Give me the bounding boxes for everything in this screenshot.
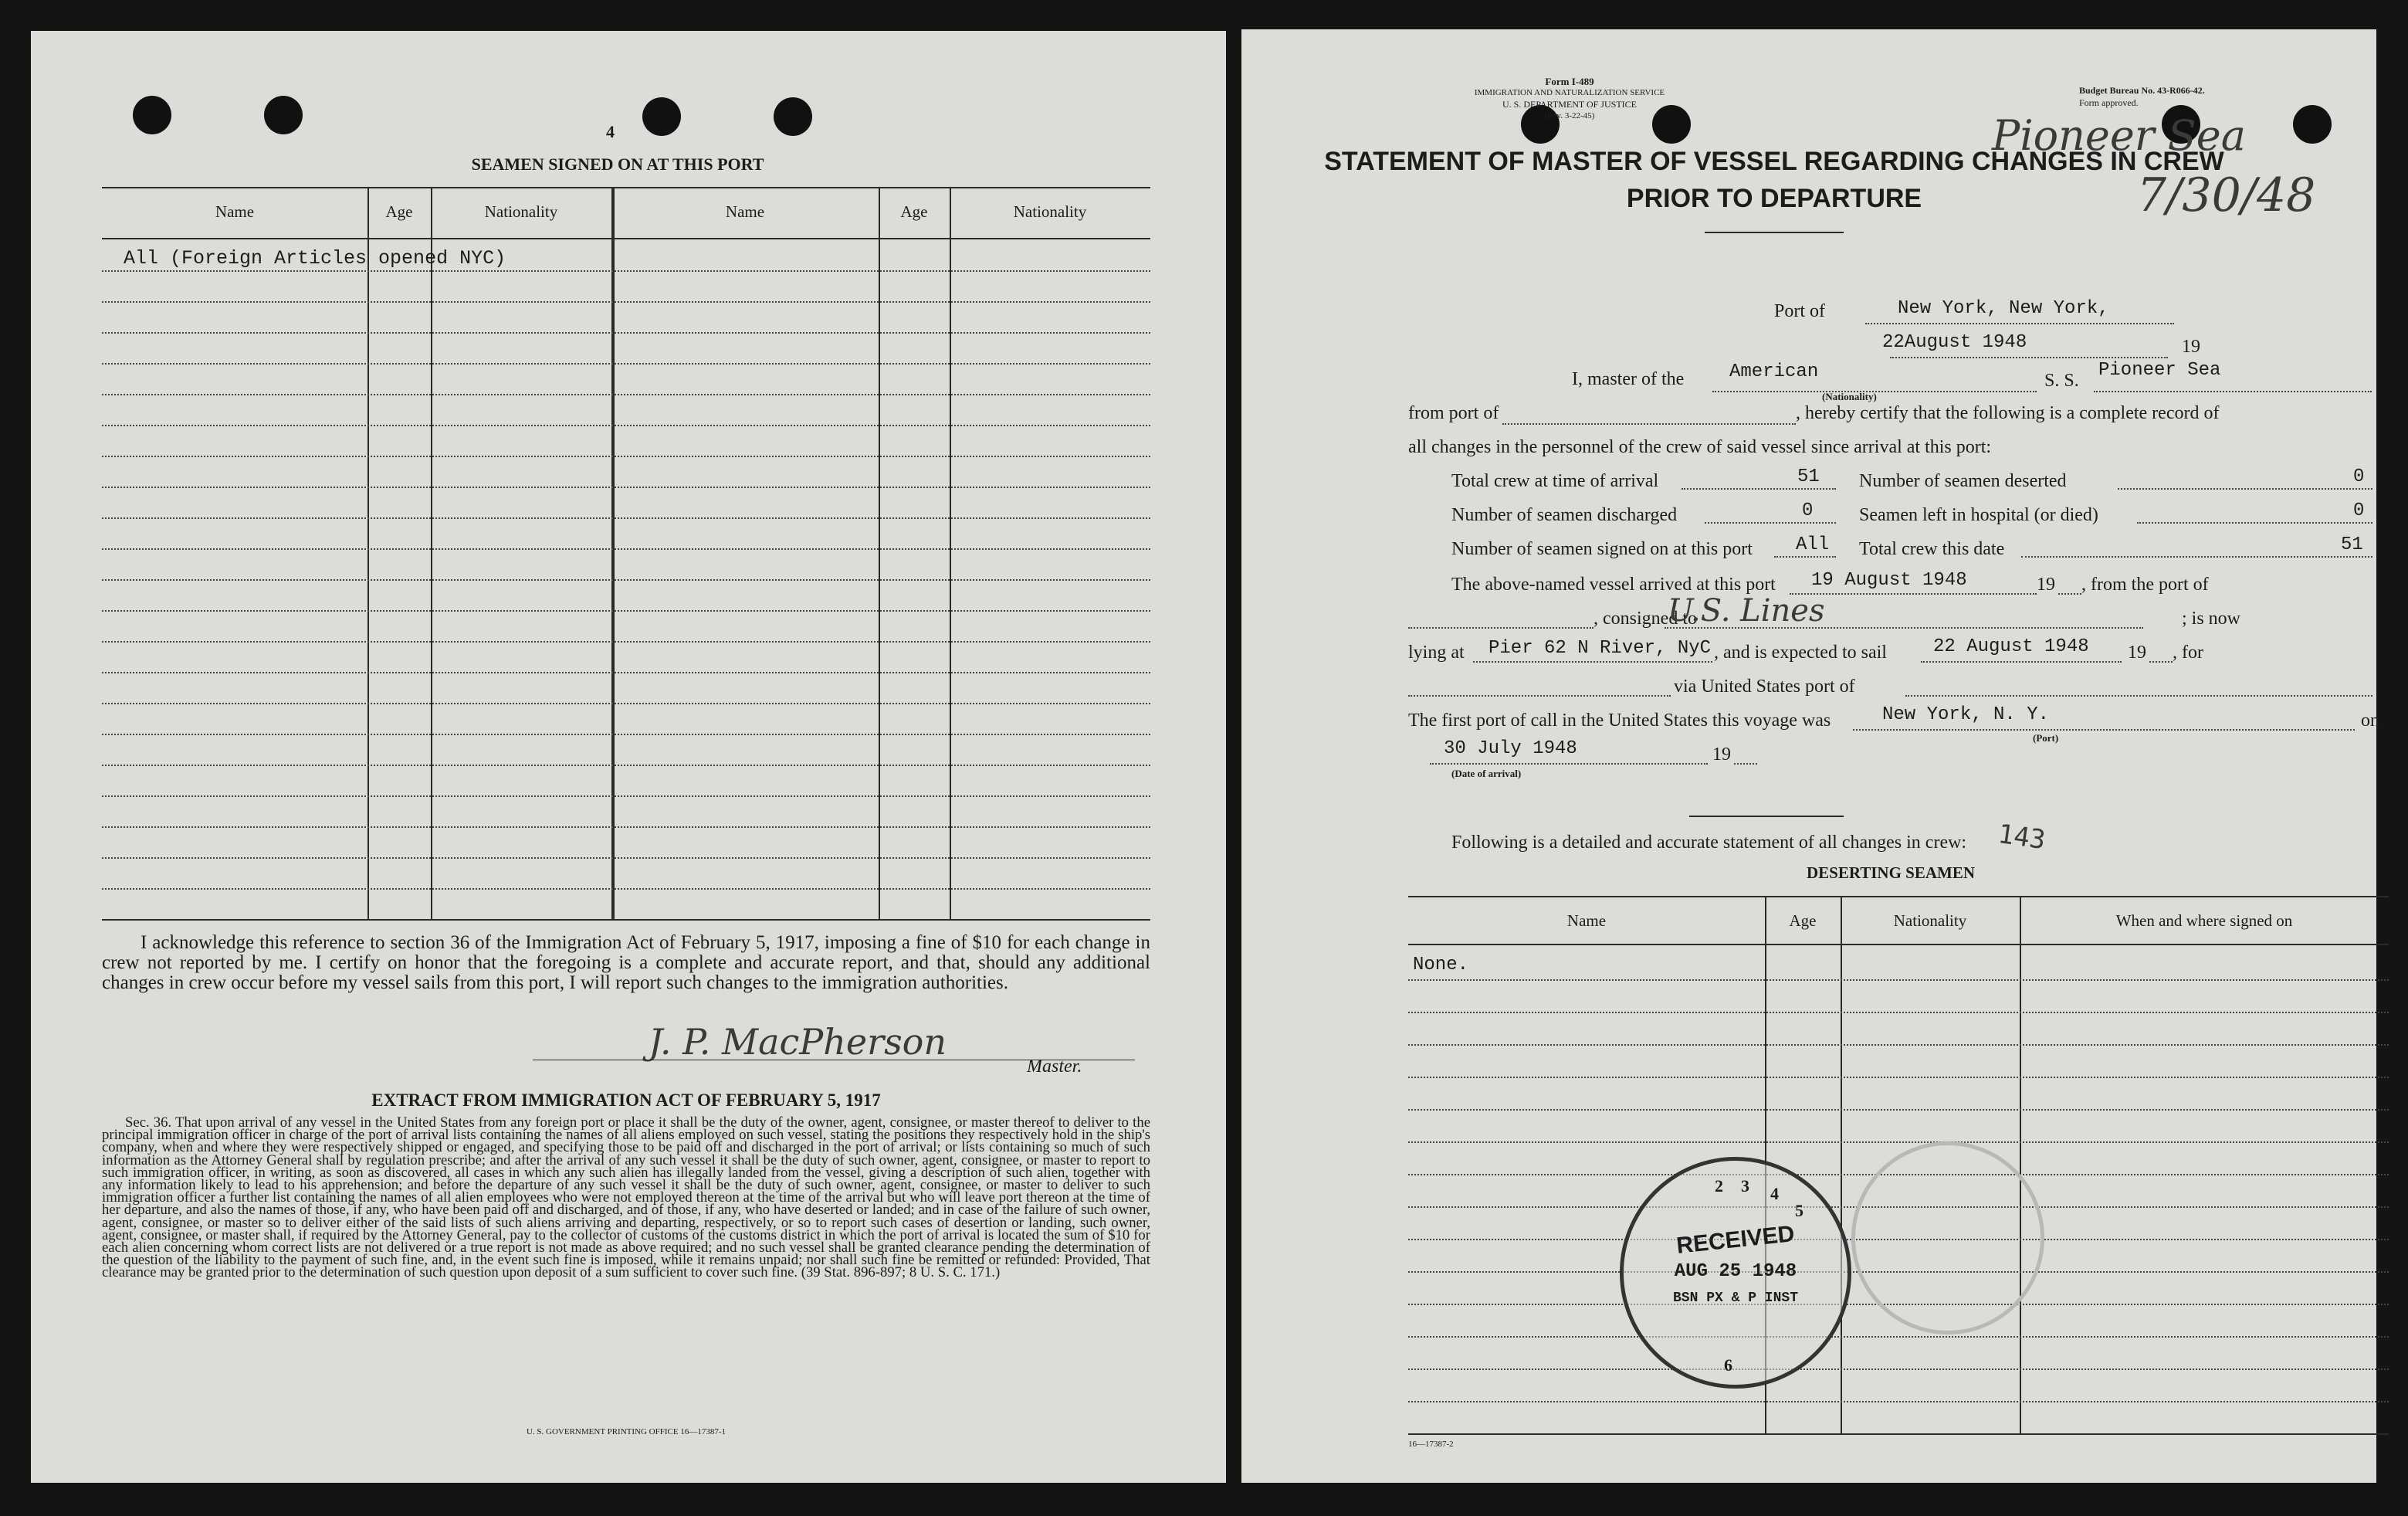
- deserting-title: DESERTING SEAMEN: [1806, 863, 1976, 882]
- printer-imprint: U. S. GOVERNMENT PRINTING OFFICE 16—17387-1: [526, 1427, 726, 1436]
- port-value: New York, New York,: [1898, 298, 2109, 319]
- punch-hole-icon: [2293, 105, 2332, 144]
- form-approved: Form approved.: [2079, 97, 2139, 108]
- stamp-received-text: RECEIVED: [1675, 1221, 1796, 1259]
- table-entry: None.: [1413, 955, 1469, 975]
- col-header-nationality: Nationality: [1013, 202, 1087, 221]
- year-prefix: 19: [2182, 337, 2200, 357]
- acknowledgment-text: I acknowledge this reference to section 36 of the Immigration Act of February 5, 1917, imposing a fine of $10 for each change in crew not reported by me. I certify on honor that the foregoing is a complete and accurate report, and that, should any additional changes in crew occur before my vessel sails from this port, I will report such changes to the immigration authorities.: [102, 932, 1150, 993]
- revision-date: (Rev. 3-22-45): [1544, 111, 1595, 120]
- date-value: 22August 1948: [1882, 332, 2027, 353]
- col-header-name: Name: [215, 202, 255, 221]
- col-header-name: Name: [1566, 911, 1607, 930]
- master-of-label: I, master of the: [1572, 369, 1685, 389]
- vessel-name: Pioneer Sea: [2098, 360, 2221, 381]
- handwritten-number: 143: [1996, 818, 2047, 856]
- master-label: Master.: [1027, 1056, 1082, 1077]
- stamp-office-text: BSN PX & P INST: [1672, 1290, 1799, 1306]
- left-page: [31, 31, 1226, 1483]
- nationality-caption: (Nationality): [1822, 391, 1877, 402]
- is-now-text: ; is now: [2182, 609, 2241, 629]
- printer-imprint: 16—17387-2: [1408, 1440, 1454, 1449]
- from-port-of-text: , from the port of: [2081, 575, 2209, 595]
- on-label: on: [2361, 711, 2379, 731]
- seamen-deserted-label: Number of seamen deserted: [1859, 471, 2067, 491]
- department-name: U. S. DEPARTMENT OF JUSTICE: [1502, 99, 1637, 110]
- date-arrival-caption: (Date of arrival): [1451, 768, 1522, 779]
- seamen-discharged-label: Number of seamen discharged: [1451, 505, 1678, 525]
- arrived-value: 19 August 1948: [1811, 570, 1967, 591]
- total-crew-arrival-label: Total crew at time of arrival: [1451, 471, 1659, 491]
- left-hospital-label: Seamen left in hospital (or died): [1859, 505, 2098, 525]
- sail-value: 22 August 1948: [1933, 636, 2089, 657]
- lying-at-label: lying at: [1408, 643, 1465, 663]
- extract-text: Sec. 36. That upon arrival of any vessel in the United States from any foreign port or place it shall be the duty of the owner, agent, consignee, or master thereof to deliver to the principal immigration officer in charge of the port of arrival lists containing the names of all aliens employed on such vessel, stating the positions they respectively hold in the ship's company, when and where they were respectively shipped or engaged, and specifying those to be paid off and discharged in the port of arrival; or lists containing so much of such information as the Attorney General shall by regulation prescribe; and after the arrival of any such vessel it shall be the duty of such owner, agent, consignee, or master to report to such immigration officer, in writing, as soon as discovered, all cases in which any such alien has illegally landed from the vessel, giving a description of such alien, together with any information likely to lead to his apprehension; and before the departure of any such vessel it shall be the duty of such owner, agent, consignee, or master to deliver to such immigration officer a further list containing the names of all alien employees who were not employed thereon at the time of the arrival but who will leave port thereon at the time of her departure, and also the names of those, if any, who have been paid off and discharged, and of those, if any, who have deserted or landed; and in case of the failure of such owner, agent, consignee, or master so to deliver either of the said lists of such aliens arriving and departing, respectively, or so to report such cases of desertion or landing, such owner, agent, consignee, or master shall, if required by the Attorney General, pay to the collector of customs of the customs district in which the port of arrival is located the sum of $10 for each alien concerning whom correct lists are not delivered or a true report is not made as above required; and no such vessel shall be granted clearance pending the determination of the question of the liability to the payment of such fine, and, in the event such fine is imposed, while it remains unpaid; nor shall such fine be remitted or refunded: Provided, That clearance may be granted prior to the determination of such question upon deposit of a sum sufficient to cover such fine. (39 Stat. 896-897; 8 U. S. C. 171.): [102, 1114, 1150, 1281]
- stamp-date-text: AUG 25 1948: [1674, 1261, 1797, 1282]
- stamp-digit: 5: [1795, 1201, 1803, 1220]
- lying-value: Pier 62 N River, NyC: [1488, 638, 1712, 659]
- signed-on-label: Number of seamen signed on at this port: [1451, 539, 1753, 559]
- section-title: SEAMEN SIGNED ON AT THIS PORT: [471, 154, 764, 174]
- col-header-nationality: Nationality: [1893, 911, 1967, 930]
- signed-on-value: All: [1796, 534, 1830, 555]
- consigned-value: U.S. Lines: [1668, 593, 1825, 629]
- first-port-label: The first port of call in the United States this voyage was: [1408, 711, 1831, 731]
- arrived-label: The above-named vessel arrived at this port: [1451, 575, 1776, 595]
- via-label: via United States port of: [1674, 677, 1855, 697]
- seamen-discharged: 0: [1802, 500, 1814, 521]
- all-changes-text: all changes in the personnel of the crew of said vessel since arrival at this port:: [1408, 437, 1992, 457]
- port-caption: (Port): [2033, 732, 2059, 744]
- year-prefix: 19: [2037, 575, 2055, 595]
- right-page: [1241, 29, 2379, 1483]
- punch-hole-icon: [774, 97, 812, 136]
- punch-hole-icon: [133, 96, 171, 134]
- stamp-digit: 3: [1741, 1176, 1749, 1196]
- first-port-value: New York, N. Y.: [1882, 704, 2050, 725]
- form-subtitle: PRIOR TO DEPARTURE: [1626, 184, 1922, 213]
- budget-bureau: Budget Bureau No. 43-R066-42.: [2079, 85, 2205, 96]
- seamen-deserted: 0: [2353, 466, 2365, 487]
- received-stamp-icon: [1620, 1157, 1851, 1389]
- form-title: STATEMENT OF MASTER OF VESSEL REGARDING CHANGES IN CREW: [1324, 147, 2224, 176]
- total-crew-date: 51: [2341, 534, 2363, 555]
- stamp-digit: 2: [1715, 1176, 1723, 1196]
- col-header-age: Age: [1789, 911, 1817, 930]
- punch-hole-icon: [264, 96, 303, 134]
- nationality-value: American: [1729, 361, 1819, 382]
- arrival-date-value: 30 July 1948: [1444, 738, 1577, 759]
- from-port-label: from port of: [1408, 403, 1499, 423]
- master-signature: J. P. MacPherson: [649, 1021, 947, 1063]
- certify-text: , hereby certify that the following is a complete record of: [1796, 403, 2220, 423]
- col-header-age: Age: [900, 202, 928, 221]
- consigned-label: , consigned to: [1593, 609, 1697, 629]
- page-number: 4: [606, 122, 615, 141]
- year-prefix: 19: [2128, 643, 2146, 663]
- year-prefix: 19: [1712, 744, 1731, 765]
- for-text: , for: [2173, 643, 2203, 663]
- col-header-age: Age: [385, 202, 413, 221]
- form-number: Form I-489: [1545, 76, 1594, 87]
- handwritten-vessel: Pioneer Sea: [1992, 111, 2246, 160]
- stamp-digit: 4: [1770, 1184, 1779, 1203]
- col-header-nationality: Nationality: [484, 202, 558, 221]
- faint-stamp-icon: [1851, 1141, 2044, 1335]
- punch-hole-icon: [642, 97, 681, 136]
- following-text: Following is a detailed and accurate statement of all changes in crew:: [1451, 833, 1967, 853]
- handwritten-date: 7/30/48: [2137, 168, 2316, 222]
- expected-sail-text: , and is expected to sail: [1714, 643, 1887, 663]
- port-label: Port of: [1774, 301, 1825, 321]
- col-header-name: Name: [725, 202, 765, 221]
- left-hospital: 0: [2353, 500, 2365, 521]
- col-header-when-where: When and where signed on: [2115, 911, 2293, 930]
- stamp-digit: 6: [1724, 1355, 1732, 1375]
- ss-label: S. S.: [2044, 371, 2079, 391]
- extract-title: EXTRACT FROM IMMIGRATION ACT OF FEBRUARY 5, 1917: [371, 1090, 881, 1110]
- table-entry: All (Foreign Articles opened NYC): [124, 247, 506, 270]
- total-crew-date-label: Total crew this date: [1859, 539, 2005, 559]
- agency-name: IMMIGRATION AND NATURALIZATION SERVICE: [1474, 88, 1665, 97]
- total-crew-arrival: 51: [1797, 466, 1820, 487]
